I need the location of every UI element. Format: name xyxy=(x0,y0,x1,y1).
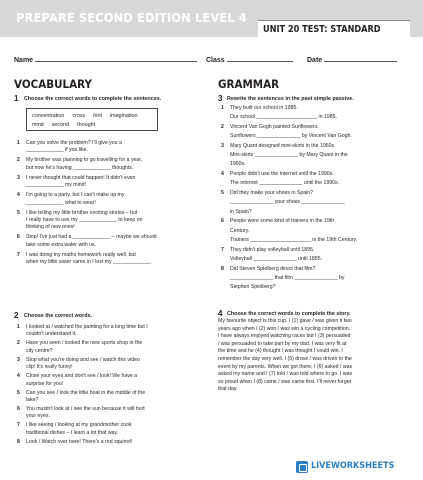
worksheet-title: PREPARE SECOND EDITION LEVEL 4 xyxy=(16,10,247,25)
exercise-2-item-line: Have you seen / looked the new sports shop in the xyxy=(26,340,143,347)
name-label: Name xyxy=(14,57,34,64)
header-banner xyxy=(0,0,423,37)
exercise-2-item-line: clip! It's really funny! xyxy=(26,364,73,371)
exercise-1-item-line: _____________ my mind! xyxy=(26,182,86,189)
exercise-3-line-text: Vincent Van Gogh painted Sunflowers. xyxy=(230,124,319,130)
exercise-2-item-number: 8 xyxy=(17,438,20,445)
exercise-2-item-line: Close your eyes and don't see / look! We have a xyxy=(26,373,138,380)
exercise-1-item-line: when my little sister came in I lost my _____________. xyxy=(26,259,153,266)
class-input-line[interactable] xyxy=(227,55,293,62)
exercise-3-line-text: Our school _____________________ in 1985. xyxy=(230,114,338,121)
exercise-4-story-line: years ago when I (2) won / was win a cycling competition. xyxy=(218,325,351,332)
exercise-2-item-text xyxy=(26,357,140,372)
exercise-3-line-text: Trainers _____________________ in the 19th Century. xyxy=(230,236,358,243)
date-input-line[interactable] xyxy=(324,55,397,62)
word-box-word: thought xyxy=(77,122,96,128)
exercise-2-item-line: You mustn't look at / see the sun because it will hurt xyxy=(26,406,145,412)
exercise-4-story-line: I have always enjoyed watching races but I (3) persuaded xyxy=(218,333,351,340)
exercise-1-instruction: Choose the correct words to complete the sentences. xyxy=(24,96,162,102)
exercise-4-story xyxy=(218,318,418,394)
exercise-1-item-line: Stop! I've just had a _____________ – maybe we should xyxy=(26,234,157,241)
exercise-1-item-number: 2 xyxy=(17,157,20,164)
word-box-word: imagination xyxy=(109,113,138,119)
exercise-2-instruction: Choose the correct words. xyxy=(24,313,92,319)
exercise-2-item-line: I looked at / watched the painting for a long time but I xyxy=(26,324,148,330)
word-box-word: hint xyxy=(93,113,102,119)
exercise-4-story-line: remember the day very well. I (5) drove / was driven to the xyxy=(218,355,352,362)
exercise-1-item-number: 1 xyxy=(17,140,20,146)
exercise-2-item-text xyxy=(26,406,145,421)
date-field xyxy=(307,55,397,64)
date-label: Date xyxy=(307,57,323,64)
exercise-1-item-line: I never thought that could happen! It didn't even xyxy=(26,174,136,181)
exercise-3-line-text: They didn't play volleyball until 1895. xyxy=(230,246,315,253)
exercise-3-line-text: in Spain? xyxy=(230,208,252,215)
exercise-3-line-text: They built our school in 1985. xyxy=(230,105,298,111)
exercise-3-item-number: 3 xyxy=(221,143,224,149)
exercise-1-item-text xyxy=(26,252,152,267)
exercise-2-item-line: Stop what you're doing and see / watch this video xyxy=(26,356,140,363)
exercise-1-item-line: Can you solve the problem? I'll give you a xyxy=(26,140,122,146)
exercise-2-item-text xyxy=(26,340,142,355)
class-label: Class xyxy=(206,57,225,64)
exercise-2-item-text xyxy=(26,373,137,388)
exercise-2-item-number: 7 xyxy=(17,422,20,429)
exercise-2-item-line: city centre? xyxy=(26,347,53,354)
exercise-2-item-number: 1 xyxy=(17,324,20,330)
word-box xyxy=(26,108,158,131)
footer-brand-label: LIVEWORKSHEETS xyxy=(311,461,395,471)
exercise-3-line-text: Did they make your shoes in Spain? xyxy=(230,190,314,197)
exercise-1-item-number: 3 xyxy=(17,174,20,181)
exercise-2-item-number: 6 xyxy=(17,406,20,412)
exercise-2-item-line: traditional dishes – I learn a lot that way. xyxy=(26,429,119,436)
exercise-4-story-line: so proud when I (8) came / was came first. I'll never forget xyxy=(218,378,352,385)
exercise-2-item-number: 2 xyxy=(17,340,20,347)
exercise-1-number: 1 xyxy=(14,94,19,103)
exercise-3-line-text: Sunflowers _______________ by Vincent Van Gogh. xyxy=(230,133,352,140)
exercise-1-item-text xyxy=(26,210,143,232)
exercise-3-item-number: 6 xyxy=(221,218,224,225)
exercise-3-line-text: Did Steven Spielberg direct that film? xyxy=(230,265,316,272)
exercise-3-item-number: 4 xyxy=(221,171,224,178)
exercise-3-item-number: 7 xyxy=(221,246,224,253)
exercise-3-line-text: People didn't use the internet until the 1990s. xyxy=(230,171,334,178)
name-field xyxy=(14,55,197,64)
exercise-3-instruction: Rewrite the sentences in the past simple passive. xyxy=(227,96,354,102)
exercise-2-item-line: Look / Watch over here! There's a red squirrel! xyxy=(26,438,133,445)
exercise-1-item-line: I like telling my little brother exciting stories – but xyxy=(26,209,138,216)
exercise-3-item-number: 5 xyxy=(221,190,224,197)
exercise-3-line-text: People wore some kind of trainers in the 19th xyxy=(230,218,335,225)
exercise-2-number: 2 xyxy=(14,311,19,320)
exercise-1-item-line: I really have to use my _____________ to keep on xyxy=(26,217,143,223)
exercise-4-story-line: My favourite object is this cup. I (1) gave / was given it two xyxy=(218,318,352,324)
word-box-word: cross xyxy=(72,113,86,119)
exercise-2-item-text xyxy=(26,422,132,437)
unit-badge-label: UNIT 20 TEST: STANDARD xyxy=(263,24,381,35)
exercise-3-line-text: _______________ your shoes _______________ xyxy=(230,199,345,206)
liveworksheets-logo-icon xyxy=(296,461,308,473)
exercise-1-item-number: 5 xyxy=(17,209,20,216)
exercise-3-line-text: Volleyball _______________ until 1895. xyxy=(230,255,323,262)
word-box-row-1 xyxy=(32,113,146,119)
exercise-2-item-line: Can you see / look the little boat in the middle of the xyxy=(26,389,146,396)
exercise-2-item-number: 4 xyxy=(17,373,20,380)
exercise-3-line-text: 1960s. xyxy=(230,161,246,168)
exercise-3-item-number: 1 xyxy=(221,105,224,111)
exercise-4-story-line: the time and he (4) thought / was thought I could win. I xyxy=(218,348,343,355)
exercise-4-story-line: event by my parents. When we got there, I (6) asked / was xyxy=(218,363,353,370)
exercise-1-item-line: _____________ if you like. xyxy=(26,147,89,154)
class-field xyxy=(206,55,293,64)
exercise-3-item-number: 8 xyxy=(221,265,224,272)
exercise-3-item-number: 2 xyxy=(221,124,224,130)
exercise-3-number: 3 xyxy=(218,94,223,103)
exercise-1-item-line: I'm going to a party, but I can't make up my xyxy=(26,192,125,199)
exercise-4-instruction: Choose the correct words to complete the story. xyxy=(227,311,351,317)
exercise-1-item-line: thinking of new ones! xyxy=(26,224,75,231)
exercise-2-item-number: 5 xyxy=(17,389,20,396)
exercise-2-item-line: surprise for you! xyxy=(26,380,64,387)
exercise-1-item-line: but now he's having _____________ thoughts. xyxy=(26,164,134,171)
exercise-4-story-line: / was persuaded to take part by my dad. I was very fit at xyxy=(218,340,347,347)
word-box-word: second xyxy=(51,122,70,128)
name-input-line[interactable] xyxy=(35,55,197,62)
exercise-3-line-text: The internet _______________ until the 1990s. xyxy=(230,180,340,187)
exercise-3-line-text: Stephen Spielberg? xyxy=(230,284,276,290)
grammar-heading: GRAMMAR xyxy=(218,77,280,91)
exercise-4-story-line: that day. xyxy=(218,386,238,393)
word-box-word: concentration xyxy=(32,113,65,119)
exercise-2-item-line: lake? xyxy=(26,397,39,403)
exercise-1-item-text xyxy=(26,140,122,155)
exercise-2-item-line: I like seeing / looking at my grandmother cook xyxy=(26,422,132,429)
vocabulary-heading: VOCABULARY xyxy=(14,77,93,91)
exercise-3-line-text: Mary Quant designed mini-skirts in the 1960s. xyxy=(230,143,336,149)
exercise-1-item-line: take some extra water with us. xyxy=(26,241,97,248)
exercise-1-item-text xyxy=(26,175,135,190)
exercise-2-item-text xyxy=(26,439,133,446)
exercise-1-item-number: 7 xyxy=(17,251,20,258)
exercise-1-item-line: My brother was planning to go travelling for a year, xyxy=(26,157,143,164)
exercise-2-item-line: your eyes. xyxy=(26,413,50,420)
word-box-row-2 xyxy=(32,122,103,128)
exercise-2-item-number: 3 xyxy=(17,356,20,363)
exercise-1-item-number: 4 xyxy=(17,192,20,199)
exercise-1-item-text xyxy=(26,157,142,172)
exercise-1-item-text xyxy=(26,234,157,249)
exercise-3-line-text: Mini-skirts _______________ by Mary Quant in the xyxy=(230,152,348,159)
word-box-word: mind xyxy=(32,122,44,128)
exercise-4-story-line: asked my name and I (7) told / was told where to go. I was xyxy=(218,371,353,378)
exercise-1-item-line: I was doing my maths homework really well, but xyxy=(26,251,136,258)
exercise-2-item-line: couldn't understand it. xyxy=(26,331,77,338)
exercise-1-item-text xyxy=(26,192,124,207)
exercise-2-item-text xyxy=(26,324,148,339)
exercise-3-line-text: Century. xyxy=(230,227,250,234)
exercise-1-item-line: _____________ what to wear! xyxy=(26,199,96,206)
exercise-3-line-text: _______________ that film _______________ by xyxy=(230,274,345,281)
unit-badge xyxy=(258,20,410,39)
exercise-4-number: 4 xyxy=(218,309,223,318)
exercise-1-item-number: 6 xyxy=(17,234,20,241)
exercise-2-item-text xyxy=(26,390,145,405)
